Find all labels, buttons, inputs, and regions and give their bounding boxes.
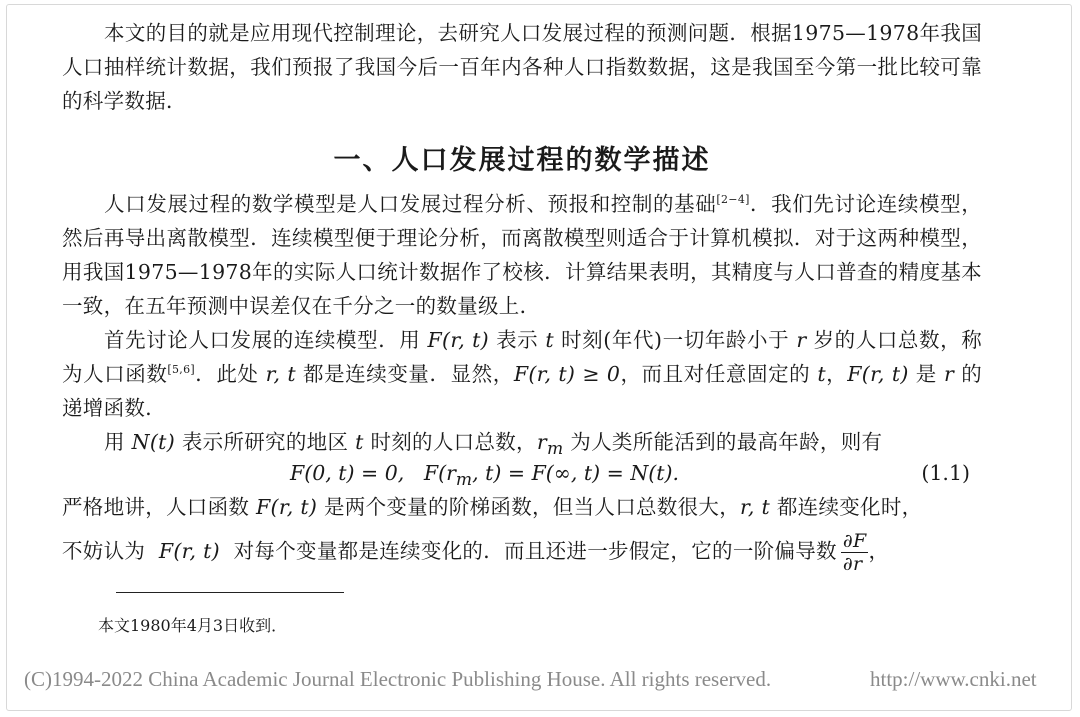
para4-text: 为人类所能活到的最高年龄，则有 xyxy=(570,430,883,454)
equation-part: F(0, t) = 0, xyxy=(290,461,405,485)
footnote: 本文1980年4月3日收到． xyxy=(98,616,288,635)
equation-1-1 xyxy=(62,456,982,490)
math-t: t xyxy=(817,362,826,386)
step-function-paragraph xyxy=(62,490,982,524)
intro-paragraph xyxy=(62,16,982,118)
population-function-paragraph xyxy=(62,323,982,425)
para5-text: 不妨认为 xyxy=(62,539,146,563)
para4-text: 用 xyxy=(104,430,125,454)
citation-ref: [5,6] xyxy=(167,363,195,377)
section-title: 一、人口发展过程的数学描述 xyxy=(333,145,711,176)
intro-text: 本文的目的就是应用现代控制理论，去研究人口发展过程的预测问题．根据1975—1978年我国人口抽样统计数据，我们预报了我国今后一百年内各种人口指数数据，这是我国至今第一批比较可靠的科学数据． xyxy=(62,21,982,113)
math-r-t: r, t xyxy=(265,362,296,386)
continuity-line xyxy=(62,530,982,575)
para4-text: 时刻的人口总数， xyxy=(370,430,537,454)
para3-text: 岁的人口总数，称为人口函数 xyxy=(62,328,983,386)
para3-text: ， xyxy=(825,362,848,386)
watermark-url: http://www.cnki.net xyxy=(870,667,1037,691)
copyright-text: (C)1994-2022 China Academic Journal Electronic Publishing House. All rights reserved. xyxy=(24,667,772,691)
math-r: r xyxy=(536,430,547,454)
para3-text: 表示 xyxy=(496,328,539,352)
para5-text: 严格地讲，人口函数 xyxy=(62,495,250,519)
model-paragraph xyxy=(62,187,982,323)
math-subscript: m xyxy=(455,470,473,491)
para5-text: ， xyxy=(868,539,890,563)
math-subscript: m xyxy=(546,439,564,460)
math-r: r xyxy=(796,328,807,352)
equation-part: , t) = F(∞, t) = N(t). xyxy=(472,461,680,485)
para5-text: 都连续变化时， xyxy=(776,495,923,519)
math-t: t xyxy=(545,328,554,352)
math-F-rt: F(r, t) xyxy=(158,539,220,563)
math-r-m xyxy=(536,430,564,460)
footnote-divider xyxy=(116,592,344,593)
math-r: r xyxy=(944,362,955,386)
math-inequality: F(r, t) ≥ 0 xyxy=(513,362,621,386)
math-F-rt: F(r, t) xyxy=(847,362,909,386)
copyright-watermark xyxy=(24,664,1064,694)
para2-text-a: 人口发展过程的数学模型是人口发展过程分析、预报和控制的基础 xyxy=(104,192,717,216)
math-r-t: r, t xyxy=(740,495,771,519)
para3-text: 都是连续变量．显然， xyxy=(303,362,514,386)
para3-text: 是 xyxy=(915,362,937,386)
para5-text: 对每个变量都是连续变化的．而且还进一步假定，它的一阶偏导数 xyxy=(233,539,837,563)
para5-text: 是两个变量的阶梯函数，但当人口总数很大， xyxy=(324,495,740,519)
math-N-t: N(t) xyxy=(131,430,176,454)
equation-part: F(r xyxy=(423,461,456,485)
equation-number: (1.1) xyxy=(921,461,970,485)
para3-text: ，而且对任意固定的 xyxy=(620,362,811,386)
para3-text: ．此处 xyxy=(194,362,259,386)
para4-text: 表示所研究的地区 xyxy=(181,430,349,454)
para2-text-b: ．我们先讨论连续模型，然后再导出离散模型．连续模型便于理论分析，而离散模型则适合于计算机模拟．对于这两种模型，用我国1975—1978年的实际人口统计数据作了校核．计算结果表明，其精度与人口普查的精度基本一致，在五年预测中误差仅在千分之一的数量级上． xyxy=(62,192,982,318)
para3-text: 的递增函数． xyxy=(62,362,983,420)
partial-derivative-fraction xyxy=(841,530,869,575)
fraction-denominator: ∂r xyxy=(842,553,863,575)
para3-text: 首先讨论人口发展的连续模型．用 xyxy=(104,328,421,352)
citation-ref: [2−4] xyxy=(716,193,750,207)
math-F-rt: F(r, t) xyxy=(427,328,489,352)
para3-text: 时刻(年代)一切年龄小于 xyxy=(561,328,790,352)
math-F-rt: F(r, t) xyxy=(256,495,318,519)
math-t: t xyxy=(355,430,364,454)
fraction-numerator: ∂F xyxy=(842,530,867,552)
